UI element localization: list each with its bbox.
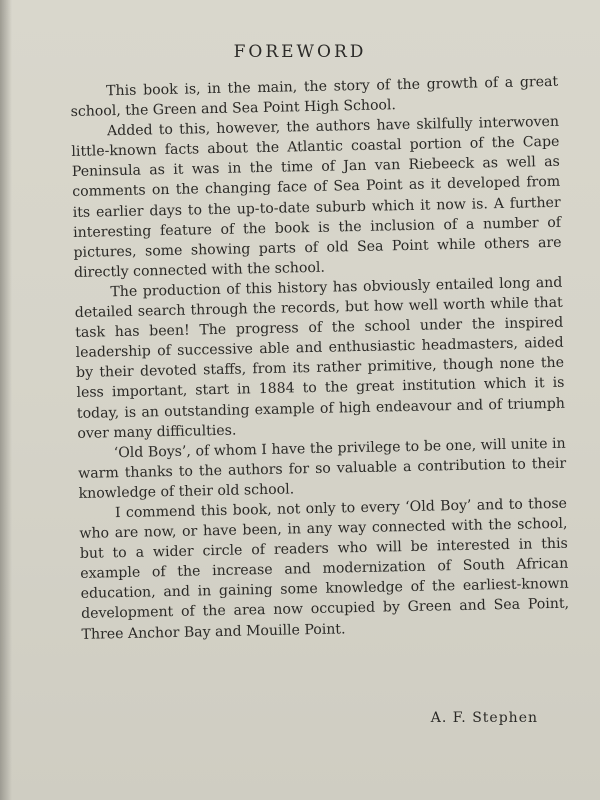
page-binding-shadow bbox=[0, 0, 12, 800]
paragraph: This book is, in the main, the story of the growth of a great school, the Green and Sea Point High School. bbox=[70, 73, 559, 121]
paragraph: I commend this book, not only to every ‘Old Boy’ and to those who are now, or have been, in any way connected with the school, but to a wider circle of readers who will be interested in this example of the increase and modernization of South African education, and in gaining some knowledge of the earliest-known development of the area now occupied by Green and Sea Point, Three Anchor Bay and Mouille Point. bbox=[79, 495, 570, 643]
paragraph: Added to this, however, the authors have skilfully interwoven little-known facts about the Atlantic coastal portion of the Cape Peninsula as it was in the time of Jan van Riebeeck as well as comments on the changing face of Sea Point as it developed from its earlier days to the up-to-date suburb which it now is. A further interesting feature of the book is the inclusion of a number of pictures, some showing parts of old Sea Point while others are directly connected with the school. bbox=[71, 113, 562, 281]
foreword-body bbox=[70, 72, 570, 645]
author-signature: A. F. Stephen bbox=[430, 710, 538, 726]
paragraph: The production of this history has obviously entailed long and detailed search through the records, but how well worth while that task has been! The progress of the school under the inspired leadership of successive able and enthusiastic headmasters, aided by their devoted staffs, from its rather primitive, though none the less important, start in 1884 to the great institution which it is today, is an outstanding example of high endeavour and of triumph over many difficulties. bbox=[74, 274, 566, 442]
page-title: FOREWORD bbox=[233, 42, 367, 62]
paragraph: ‘Old Boys’, of whom I have the privilege to be one, will unite in warm thanks to the authors for so valuable a contribution to their knowledge of their old school. bbox=[78, 435, 567, 502]
